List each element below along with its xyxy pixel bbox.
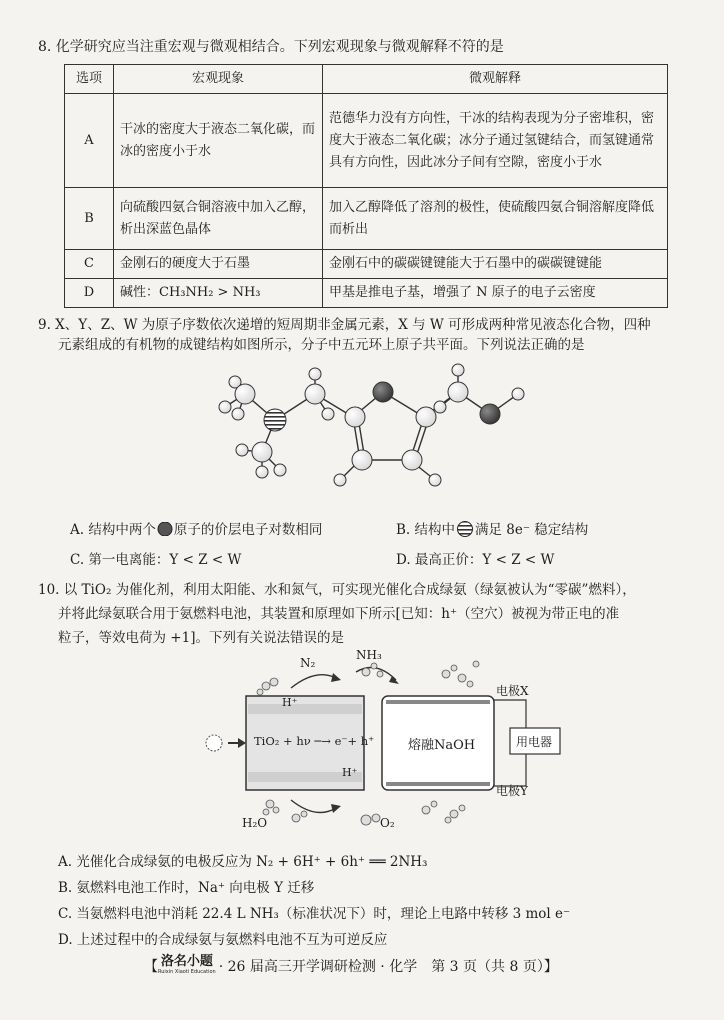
- electrode-y-plate: [386, 782, 490, 786]
- h-atom: [512, 388, 524, 400]
- q9-choice-a-post: 原子的价层电子对数相同: [173, 522, 323, 538]
- reaction-label: TiO₂ + hν ─→ e⁻+ h⁺: [254, 734, 375, 748]
- c-atom: [416, 407, 436, 427]
- q10-choice-d[interactable]: D. 上述过程中的合成绿氨与氨燃料电池不互为可逆反应: [58, 932, 388, 948]
- n2-arrow: [291, 675, 336, 688]
- q9-choice-c[interactable]: C. 第一电离能：Y < Z < W: [70, 552, 242, 568]
- striped-atom: [264, 409, 286, 431]
- q8-header-row: [65, 65, 668, 94]
- h2o-arrow: [291, 800, 336, 813]
- o2-label: O₂: [380, 816, 395, 830]
- light-arrow-head: [238, 738, 246, 748]
- dark-atom: [373, 382, 393, 402]
- c-atom: [402, 450, 422, 470]
- footer-text: · 26 届高三开学调研检测 · 化学 第 3 页（共 8 页）】: [218, 959, 558, 975]
- c-atom: [235, 384, 255, 404]
- q8-row-b: [65, 188, 668, 250]
- electrode-y-label: 电极Y: [496, 784, 528, 798]
- h-atom: [452, 364, 464, 376]
- electrode-x-plate: [386, 700, 490, 704]
- h-plus-top-label: H⁺: [282, 696, 298, 709]
- q10-stem-line3: 粒子，等效电荷为 +1]。下列有关说法错误的是: [58, 630, 344, 646]
- q9-atoms: [219, 364, 524, 486]
- electrode-x-label: 电极X: [496, 684, 529, 698]
- sun-icon: [206, 735, 222, 751]
- q10-choice-c[interactable]: C. 当氨燃料电池中消耗 22.4 L NH₃（标准状况下）时，理论上电路中转移 3 mol e⁻: [58, 906, 571, 922]
- q10-choice-a[interactable]: A. 光催化合成绿氨的电极反应为 N₂ + 6H⁺ + 6h⁺ ══ 2NH₃: [58, 854, 428, 870]
- q9-choice-b[interactable]: [396, 518, 588, 538]
- h-atom: [256, 466, 268, 478]
- h-atom: [219, 401, 231, 413]
- q8-table: [64, 64, 668, 308]
- q10-stem-line1: 10. 以 TiO₂ 为催化剂，利用太阳能、水和氮气，可实现光催化合成绿氨（绿氨被认为“零碳”燃料），: [38, 582, 636, 598]
- h-atom: [429, 474, 441, 486]
- q8-header-micro: 微观解释: [323, 65, 668, 94]
- electrolyte-label: 熔融NaOH: [408, 738, 476, 753]
- h-atom: [236, 444, 248, 456]
- n2-label: N₂: [300, 656, 316, 670]
- brand-sub: Ruixin Xiaoti Education: [158, 969, 216, 975]
- striped-atom-icon: [455, 521, 475, 537]
- h2o-label: H₂O: [242, 816, 268, 830]
- q8-micro-d: 甲基是推电子基，增强了 N 原子的电子云密度: [323, 279, 668, 308]
- device-label: 用电器: [516, 735, 553, 749]
- h2o-arrow-head: [331, 804, 341, 813]
- c-atom: [252, 442, 272, 462]
- footer-bracket: 【: [144, 959, 158, 975]
- c-atom: [305, 384, 325, 404]
- q8-macro-d: 碱性：CH₃NH₂ > NH₃: [114, 279, 323, 308]
- h-atom: [334, 474, 346, 486]
- dark-atom-icon: [156, 522, 174, 536]
- q8-macro-a: 干冰的密度大于液态二氧化碳，而冰的密度小于水: [114, 94, 323, 188]
- q8-option-a: A: [65, 94, 114, 188]
- q8-header-macro: 宏观现象: [114, 65, 323, 94]
- q9-stem-line2: 元素组成的有机物的成键结构如图所示，分子中五元环上原子共平面。下列说法正确的是: [58, 337, 585, 353]
- q8-stem: 8. 化学研究应当注重宏观与微观相结合。下列宏观现象与微观解释不符的是: [38, 39, 504, 55]
- h-atom: [274, 464, 286, 476]
- n2-arrow-head: [331, 673, 341, 682]
- q9-choice-a[interactable]: [70, 518, 322, 538]
- q8-option-d: D: [65, 279, 114, 308]
- q10-diagram: [196, 648, 566, 838]
- c-atom: [448, 382, 468, 402]
- c-atom: [352, 450, 372, 470]
- q9-stem-line1: 9. X、Y、Z、W 为原子序数依次递增的短周期非金属元素，X 与 W 可形成两种常见液态化合物，四种: [38, 317, 651, 333]
- q8-micro-c: 金刚石中的碳碳键键能大于石墨中的碳碳键键能: [323, 250, 668, 279]
- q10-choice-b[interactable]: B. 氨燃料电池工作时，Na⁺ 向电极 Y 迁移: [58, 880, 315, 896]
- q8-header-option: 选项: [65, 65, 114, 94]
- q9-choice-b-post: 满足 8e⁻ 稳定结构: [475, 522, 589, 538]
- h-atom: [322, 408, 334, 420]
- brand-logo: [158, 954, 216, 977]
- q9-choice-d[interactable]: D. 最高正价：Y < Z < W: [396, 552, 555, 568]
- q8-micro-a: 范德华力没有方向性，干冰的结构表现为分子密堆积，密度大于液态二氧化碳；冰分子通过氢键结合，而氢键通常具有方向性，因此冰分子间有空隙，密度小于水: [323, 94, 668, 188]
- q10-apparatus: [196, 648, 566, 838]
- q8-option-c: C: [65, 250, 114, 279]
- brand-name: 洛名小题: [160, 954, 213, 969]
- q9-choice-b-pre: B. 结构中: [396, 522, 456, 538]
- q10-stem-line2: 并将此绿氨联合用于氨燃料电池，其装置和原理如下所示[已知：h⁺（空穴）被视为带正电的准: [58, 606, 620, 622]
- q8-row-d: [65, 279, 668, 308]
- dark-atom: [480, 404, 500, 424]
- h-atom: [434, 401, 446, 413]
- wire-top: [494, 700, 526, 728]
- q9-molecule-diagram: [190, 352, 540, 507]
- c-atom: [345, 407, 365, 427]
- q8-option-b: B: [65, 188, 114, 250]
- q8-row-c: [65, 250, 668, 279]
- q8-macro-c: 金刚石的硬度大于石墨: [114, 250, 323, 279]
- footer: [144, 956, 558, 977]
- h-plus-bottom-label: H⁺: [342, 766, 358, 779]
- nh3-label: NH₃: [356, 648, 382, 662]
- q8-micro-b: 加入乙醇降低了溶剂的极性，使硫酸四氨合铜溶解度降低而析出: [323, 188, 668, 250]
- q8-macro-b: 向硫酸四氨合铜溶液中加入乙醇，析出深蓝色晶体: [114, 188, 323, 250]
- q9-choice-a-pre: A. 结构中两个: [70, 522, 156, 538]
- h-atom: [309, 368, 321, 380]
- tio2-cell-top-band: [248, 704, 362, 714]
- h-atom: [232, 408, 244, 420]
- q8-row-a: [65, 94, 668, 188]
